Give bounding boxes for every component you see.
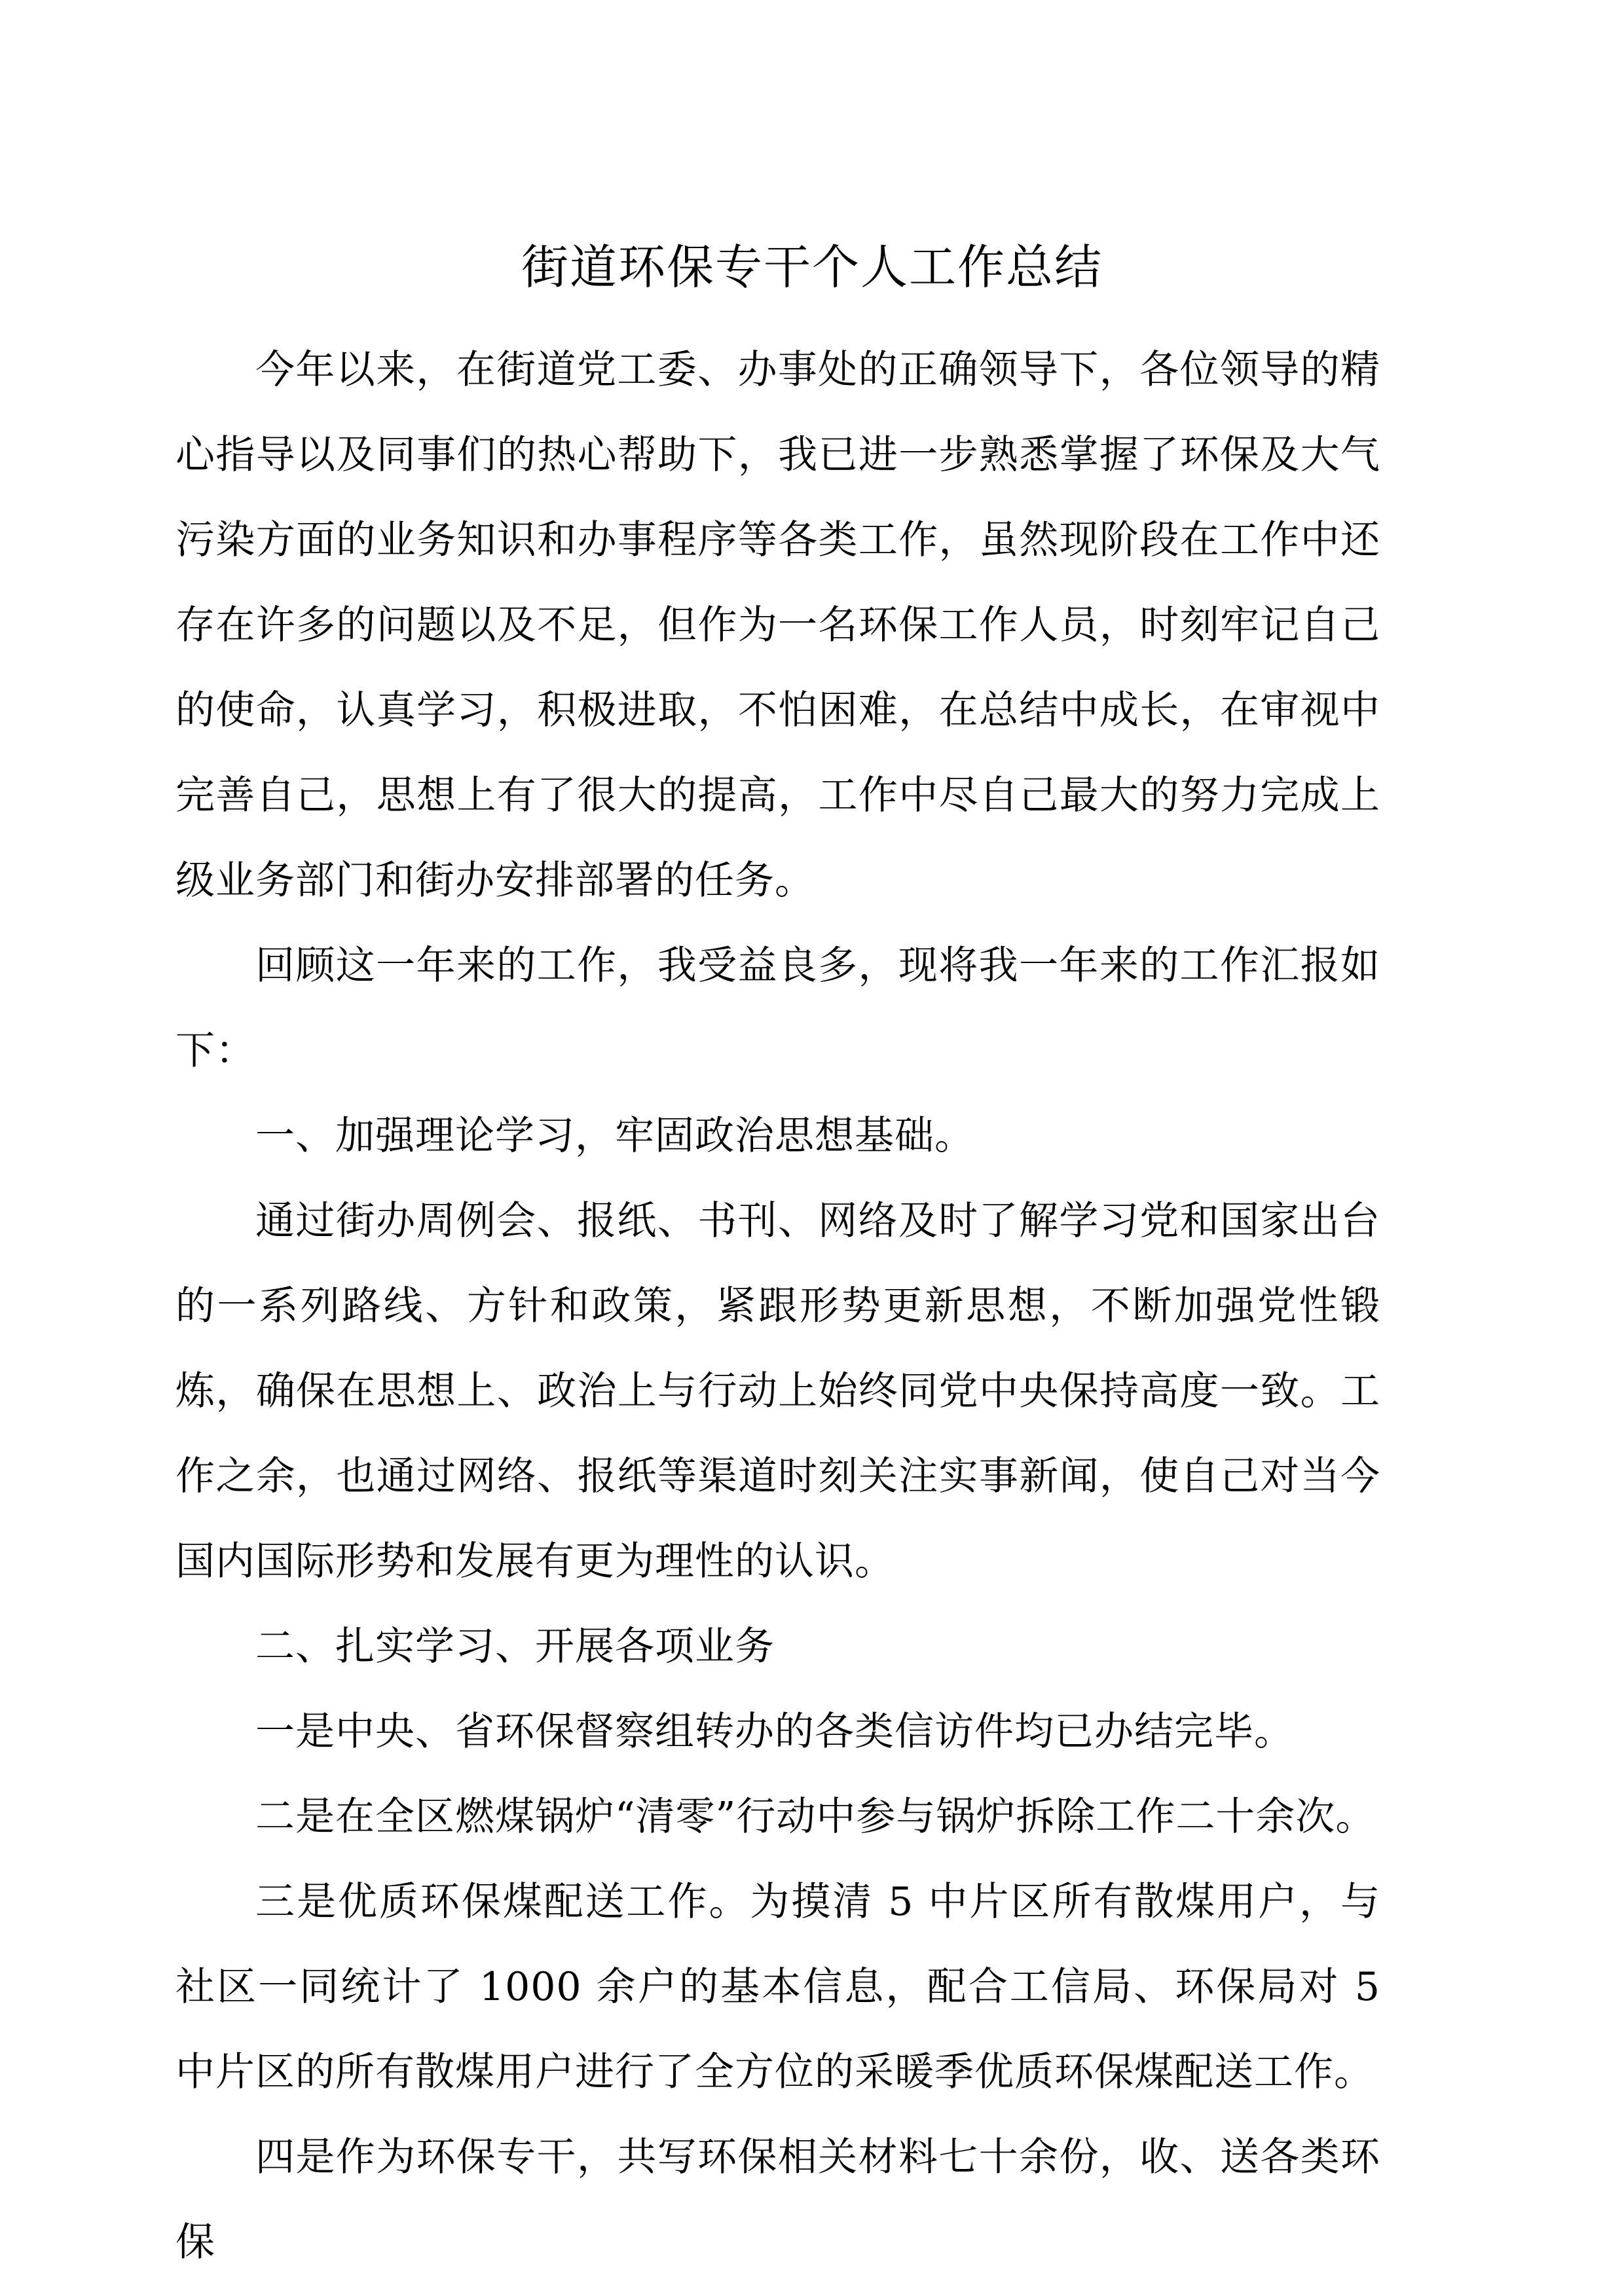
list-item-3: 三是优质环保煤配送工作。为摸清 5 中片区所有散煤用户，与社区一同统计了 1000 余户的基本信息，配合工信局、环保局对 5 中片区的所有散煤用户进行了全方位的采暖季优质环保煤配送工作。 xyxy=(175,1879,1380,2095)
document-title: 街道环保专干个人工作总结 xyxy=(521,240,1103,295)
list-item-2: 二是在全区燃煤锅炉“清零”行动中参与锅炉拆除工作二十余次。 xyxy=(255,1794,1376,1840)
section-1-heading: 一、加强理论学习，牢固政治思想基础。 xyxy=(255,1113,974,1159)
list-item-4: 四是作为环保专干，共写环保相关材料七十余份，收、送各类环保 xyxy=(175,2134,1380,2265)
paragraph-review: 回顾这一年来的工作，我受益良多，现将我一年来的工作汇报如下： xyxy=(175,943,1380,1074)
document-body xyxy=(175,327,1380,2285)
section-2-heading: 二、扎实学习、开展各项业务 xyxy=(255,1624,775,1669)
section-1-body: 通过街办周例会、报纸、书刊、网络及时了解学习党和国家出台的一系列路线、方针和政策，紧跟形势更新思想，不断加强党性锻炼，确保在思想上、政治上与行动上始终同党中央保持高度一致。工作之余，也通过网络、报纸等渠道时刻关注实事新闻，使自己对当今国内国际形势和发展有更为理性的认识。 xyxy=(175,1198,1380,1584)
list-item-1: 一是中央、省环保督察组转办的各类信访件均已办结完毕。 xyxy=(255,1709,1294,1755)
paragraph-intro: 今年以来，在街道党工委、办事处的正确领导下，各位领导的精心指导以及同事们的热心帮助下，我已进一步熟悉掌握了环保及大气污染方面的业务知识和办事程序等各类工作，虽然现阶段在工作中还存在许多的问题以及不足，但作为一名环保工作人员，时刻牢记自己的使命，认真学习，积极进取，不怕困难，在总结中成长，在审视中完善自己，思想上有了很大的提高，工作中尽自己最大的努力完成上级业务部门和街办安排部署的任务。 xyxy=(175,347,1380,903)
